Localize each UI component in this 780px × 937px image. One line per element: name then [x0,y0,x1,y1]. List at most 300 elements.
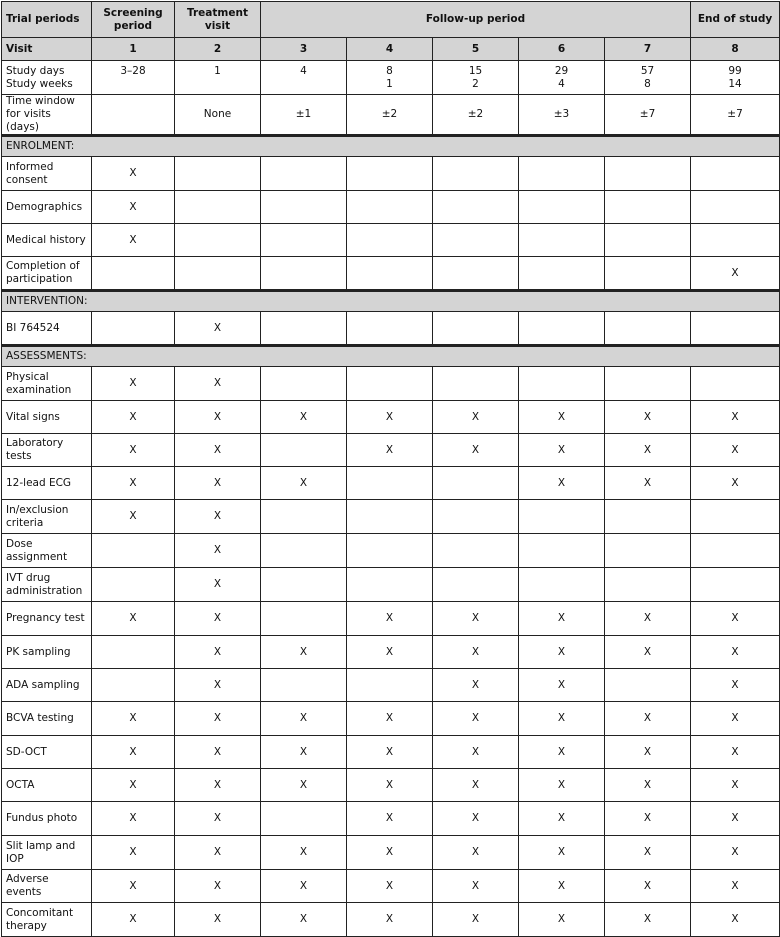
mark-cell: X [92,367,175,401]
study-days-cell [92,61,175,95]
mark-cell: X [347,769,433,802]
mark-cell: X [605,736,691,769]
row-label-line: Informed [6,160,54,173]
mark-cell: X [433,602,519,636]
time-window-value [92,95,175,136]
study-week-value: 2 [472,77,479,90]
mark-cell: X [92,191,175,224]
mark-cell: X [519,636,605,669]
study-day-value: 57 [640,64,655,77]
time-window-label-line-2: for visits (days) [6,108,51,133]
mark-cell [92,534,175,568]
study-days-label [2,61,92,95]
mark-cell: X [433,870,519,903]
row-label [2,669,92,702]
study-day-value: 29 [554,64,569,77]
table-row [2,702,780,736]
row-label-line: OCTA [6,778,35,791]
study-days-cell [347,61,433,95]
mark-cell: X [691,669,780,702]
header-treatment: Treatment visit [175,2,261,38]
mark-cell [175,157,261,191]
mark-cell [175,257,261,291]
mark-cell [347,312,433,346]
row-label-line: 12-lead ECG [6,476,72,489]
row-label [2,157,92,191]
row-label-line: criteria [6,516,44,529]
mark-cell: X [605,401,691,434]
section-title: INTERVENTION: [2,291,780,312]
study-day-value: 15 [468,64,483,77]
study-week-value [265,78,342,91]
row-label [2,191,92,224]
row-label [2,534,92,568]
row-label-line: assignment [6,550,68,563]
study-days-label-days: Study days [6,64,65,77]
mark-cell: X [92,467,175,500]
mark-cell [519,157,605,191]
mark-cell [605,157,691,191]
time-window-value: ±7 [691,95,780,136]
mark-cell [519,500,605,534]
mark-cell: X [175,568,261,602]
row-label-line: Concomitant [6,906,74,919]
mark-cell [433,157,519,191]
mark-cell: X [175,836,261,870]
row-label [2,401,92,434]
visit-number: 3 [261,38,347,61]
mark-cell: X [347,434,433,467]
mark-cell: X [433,434,519,467]
mark-cell: X [691,257,780,291]
mark-cell: X [347,903,433,937]
section-title: ENROLMENT: [2,136,780,157]
row-label-line: administration [6,584,83,597]
section-header-row [2,136,780,157]
time-window-row [2,95,780,136]
mark-cell [92,257,175,291]
mark-cell: X [175,736,261,769]
mark-cell: X [605,702,691,736]
mark-cell [691,568,780,602]
table-row [2,836,780,870]
mark-cell: X [433,401,519,434]
mark-cell: X [519,669,605,702]
study-week-value: 4 [558,77,565,90]
study-days-cell [691,61,780,95]
visit-number: 2 [175,38,261,61]
table-row [2,736,780,769]
row-label-line: Completion of [6,260,80,272]
row-label [2,870,92,903]
mark-cell: X [691,836,780,870]
header-screening-line-1: Screening [103,6,163,19]
row-label-line: SD-OCT [6,745,47,758]
mark-cell [519,534,605,568]
mark-cell: X [175,669,261,702]
table-row [2,434,780,467]
mark-cell [519,312,605,346]
mark-cell: X [519,702,605,736]
mark-cell [433,312,519,346]
mark-cell: X [347,602,433,636]
table-row [2,191,780,224]
mark-cell: X [175,802,261,836]
mark-cell: X [433,836,519,870]
row-label-line: Demographics [6,200,83,213]
row-label [2,568,92,602]
section-title: ASSESSMENTS: [2,346,780,367]
table-row [2,769,780,802]
study-day-value: 1 [214,64,221,77]
row-label-line: Physical [6,370,49,383]
mark-cell [175,191,261,224]
mark-cell: X [691,870,780,903]
row-label [2,636,92,669]
row-label-line: Laboratory tests [6,437,64,462]
mark-cell: X [519,401,605,434]
mark-cell [261,191,347,224]
mark-cell: X [347,702,433,736]
mark-cell: X [691,636,780,669]
mark-cell [92,636,175,669]
mark-cell: X [261,736,347,769]
mark-cell [605,568,691,602]
mark-cell [92,669,175,702]
mark-cell [519,257,605,291]
mark-cell: X [433,702,519,736]
header-screening-line-2: period [113,19,153,32]
mark-cell: X [605,434,691,467]
row-label [2,602,92,636]
row-label-line: consent [6,173,48,186]
mark-cell [347,500,433,534]
mark-cell: X [519,434,605,467]
row-label [2,467,92,500]
table-row [2,636,780,669]
mark-cell: X [92,870,175,903]
mark-cell [605,500,691,534]
row-label [2,702,92,736]
row-label [2,903,92,937]
visit-number: 1 [92,38,175,61]
row-label-line: IOP [6,852,24,865]
mark-cell [92,312,175,346]
mark-cell [261,500,347,534]
mark-cell [691,534,780,568]
mark-cell: X [261,836,347,870]
study-week-value [96,78,170,91]
mark-cell: X [519,802,605,836]
time-window-value: ±1 [261,95,347,136]
mark-cell: X [605,636,691,669]
mark-cell [605,191,691,224]
header-end-of-study: End of study [691,2,780,38]
mark-cell: X [175,769,261,802]
visit-number: 5 [433,38,519,61]
mark-cell [261,802,347,836]
mark-cell: X [433,636,519,669]
row-label-line: therapy [6,919,47,932]
mark-cell: X [347,401,433,434]
mark-cell [433,224,519,257]
mark-cell [347,534,433,568]
mark-cell [605,224,691,257]
mark-cell: X [519,870,605,903]
header-screening [92,2,175,38]
mark-cell [433,534,519,568]
row-label-line: IVT drug [6,571,51,584]
mark-cell: X [175,434,261,467]
row-label-line: Medical history [6,233,86,246]
table-row [2,401,780,434]
mark-cell [433,257,519,291]
mark-cell: X [92,401,175,434]
header-followup: Follow-up period [261,2,691,38]
mark-cell [261,568,347,602]
mark-cell: X [261,467,347,500]
mark-cell [92,568,175,602]
mark-cell: X [433,669,519,702]
row-label [2,769,92,802]
mark-cell: X [92,157,175,191]
row-label [2,736,92,769]
mark-cell [261,224,347,257]
row-label-line: participation [6,273,73,285]
mark-cell: X [92,500,175,534]
time-window-value: ±7 [605,95,691,136]
section-header-row [2,346,780,367]
table-row [2,534,780,568]
study-day-value: 3–28 [120,64,146,77]
study-week-value [179,78,256,91]
mark-cell [433,191,519,224]
study-days-cell [433,61,519,95]
mark-cell [433,500,519,534]
table-row [2,257,780,291]
mark-cell [347,367,433,401]
row-label [2,802,92,836]
mark-cell [261,534,347,568]
visit-number: 7 [605,38,691,61]
mark-cell: X [175,534,261,568]
mark-cell [261,312,347,346]
mark-cell: X [519,769,605,802]
mark-cell: X [175,636,261,669]
mark-cell [175,224,261,257]
mark-cell: X [519,467,605,500]
mark-cell: X [261,870,347,903]
mark-cell: X [691,602,780,636]
study-days-label-weeks: Study weeks [6,77,73,90]
study-day-value: 99 [728,64,742,77]
mark-cell: X [261,636,347,669]
mark-cell: X [347,802,433,836]
mark-cell: X [519,602,605,636]
mark-cell: X [92,224,175,257]
mark-cell [433,367,519,401]
mark-cell: X [261,903,347,937]
mark-cell: X [175,312,261,346]
mark-cell: X [691,769,780,802]
mark-cell: X [92,769,175,802]
mark-cell: X [175,401,261,434]
visit-number: 4 [347,38,433,61]
mark-cell: X [92,903,175,937]
mark-cell [433,467,519,500]
mark-cell: X [605,836,691,870]
time-window-value: ±2 [433,95,519,136]
mark-cell [261,602,347,636]
row-label [2,836,92,870]
mark-cell [261,434,347,467]
row-label [2,224,92,257]
row-label-line: PK sampling [6,645,71,658]
row-label [2,312,92,346]
mark-cell: X [261,769,347,802]
mark-cell: X [347,870,433,903]
mark-cell [605,367,691,401]
mark-cell: X [175,602,261,636]
mark-cell: X [175,870,261,903]
mark-cell: X [519,736,605,769]
mark-cell: X [347,836,433,870]
mark-cell: X [691,903,780,937]
section-header-row [2,291,780,312]
schedule-table [1,1,780,937]
mark-cell [519,568,605,602]
row-label-line: Fundus photo [6,812,78,824]
row-label-line: Adverse events [6,873,49,898]
mark-cell: X [175,702,261,736]
mark-cell [691,367,780,401]
mark-cell: X [605,870,691,903]
mark-cell: X [347,736,433,769]
mark-cell: X [691,736,780,769]
mark-cell [519,367,605,401]
study-days-cell [261,61,347,95]
mark-cell [261,669,347,702]
mark-cell: X [691,434,780,467]
row-label-line: ADA sampling [6,678,80,691]
mark-cell [691,157,780,191]
mark-cell: X [261,702,347,736]
mark-cell [261,157,347,191]
mark-cell [605,312,691,346]
mark-cell: X [175,903,261,937]
study-days-cell [519,61,605,95]
study-week-value: 1 [386,77,393,90]
mark-cell: X [605,467,691,500]
mark-cell [347,157,433,191]
table-row [2,870,780,903]
mark-cell: X [92,736,175,769]
mark-cell [605,257,691,291]
study-days-cell [175,61,261,95]
mark-cell: X [433,802,519,836]
mark-cell [691,312,780,346]
mark-cell: X [433,903,519,937]
periods-header-row [2,2,780,38]
mark-cell: X [691,702,780,736]
table-row [2,312,780,346]
mark-cell: X [92,434,175,467]
table-row [2,602,780,636]
mark-cell [691,224,780,257]
table-row [2,802,780,836]
time-window-label-line-1: Time window [6,95,75,107]
visit-number: 8 [691,38,780,61]
mark-cell: X [92,802,175,836]
mark-cell: X [347,636,433,669]
mark-cell [347,224,433,257]
mark-cell: X [433,736,519,769]
mark-cell [519,224,605,257]
mark-cell [347,669,433,702]
study-day-value: 4 [300,64,307,77]
mark-cell: X [175,500,261,534]
row-label-line: examination [6,383,72,396]
table-row [2,500,780,534]
visit-number: 6 [519,38,605,61]
mark-cell: X [691,802,780,836]
table-row [2,157,780,191]
mark-cell: X [605,903,691,937]
mark-cell: X [92,702,175,736]
mark-cell: X [433,769,519,802]
row-label-line: Vital signs [6,410,60,423]
mark-cell [347,568,433,602]
row-label [2,367,92,401]
table-row [2,669,780,702]
table-row [2,367,780,401]
time-window-label [2,95,92,136]
mark-cell: X [175,367,261,401]
mark-cell: X [691,401,780,434]
table-row [2,568,780,602]
mark-cell [261,257,347,291]
mark-cell: X [261,401,347,434]
mark-cell [691,500,780,534]
mark-cell: X [519,836,605,870]
mark-cell: X [175,467,261,500]
table-row [2,903,780,937]
study-days-cell [605,61,691,95]
row-label [2,500,92,534]
mark-cell: X [92,836,175,870]
mark-cell [691,191,780,224]
mark-cell [605,669,691,702]
time-window-value: ±2 [347,95,433,136]
mark-cell: X [605,802,691,836]
mark-cell [261,367,347,401]
row-label-line: Dose [6,537,33,550]
time-window-value: None [175,95,261,136]
row-label-line: In/exclusion [6,503,69,516]
mark-cell [347,467,433,500]
mark-cell: X [605,769,691,802]
mark-cell [347,191,433,224]
row-label [2,434,92,467]
row-label-line: BCVA testing [6,712,74,724]
visit-row [2,38,780,61]
row-label [2,257,92,291]
row-label-line: BI 764524 [6,321,60,334]
table-row [2,467,780,500]
mark-cell [347,257,433,291]
row-label-line: Pregnancy test [6,612,85,624]
table-row [2,224,780,257]
